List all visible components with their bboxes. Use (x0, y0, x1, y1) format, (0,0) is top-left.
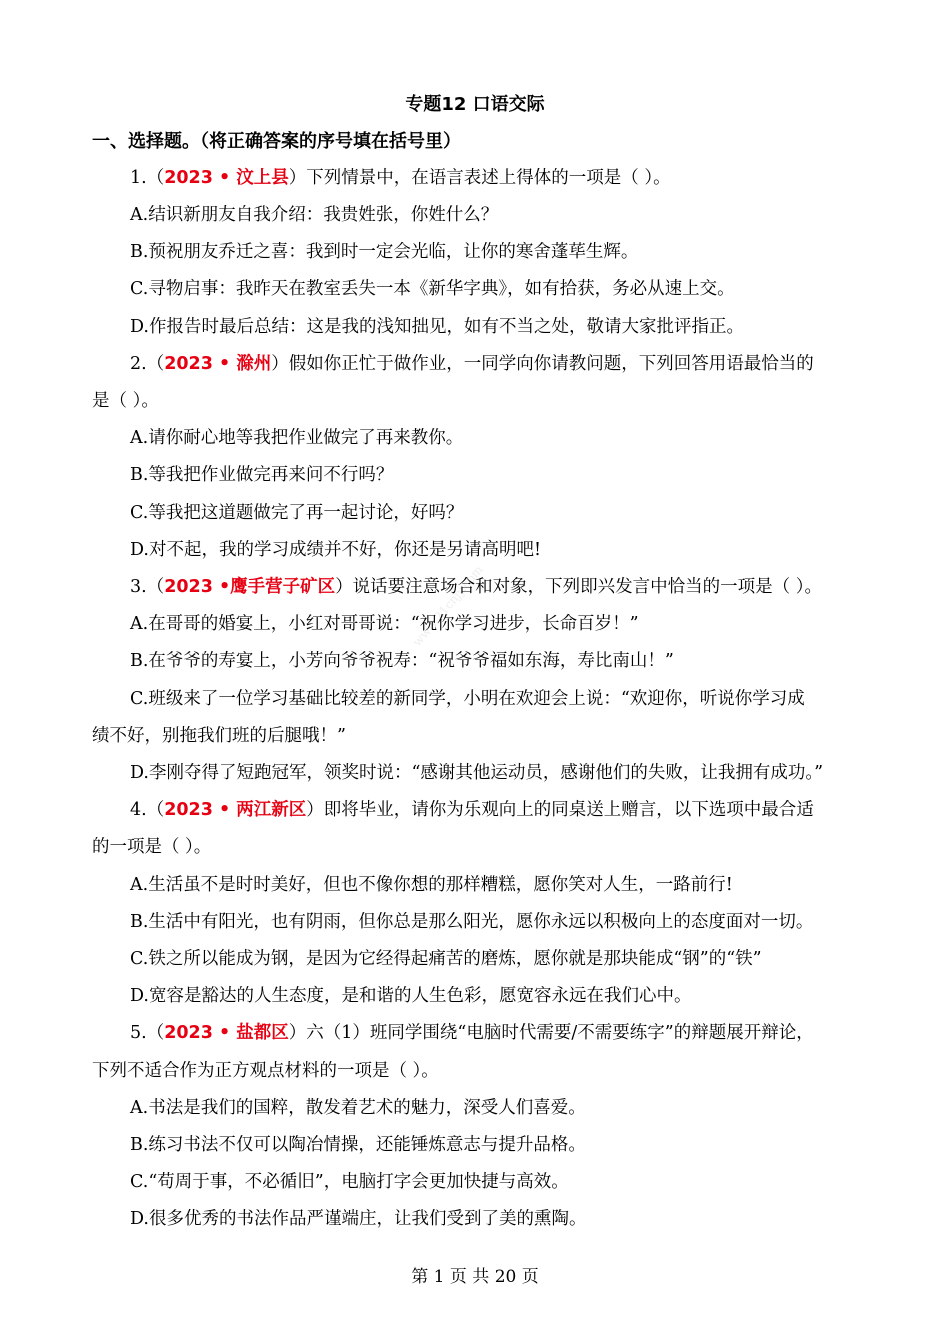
question-3-stem: 3.（2023 •鹰手营子矿区）说话要注意场合和对象，下列即兴发言中恰当的一项是（ ）。 (130, 577, 822, 597)
question-3-source: 2023 •鹰手营子矿区 (164, 577, 336, 597)
question-3-option-c: C.班级来了一位学习基础比较差的新同学，小明在欢迎会上说：“欢迎你，听说你学习成 (130, 689, 805, 709)
question-2-option-c: C.等我把这道题做完了再一起讨论，好吗？ (130, 503, 464, 523)
question-5-stem-cont: 下列不适合作为正方观点材料的一项是（ ）。 (92, 1061, 439, 1081)
question-2-option-b: B.等我把作业做完再来问不行吗？ (130, 465, 394, 485)
question-4-stem: 4.（2023 • 两江新区）即将毕业，请你为乐观向上的同桌送上赠言，以下选项中最合适 (130, 800, 814, 820)
page-footer: 第 1 页 共 20 页 (411, 1267, 539, 1287)
question-4-option-d: D.宽容是豁达的人生态度，是和谐的人生色彩，愿宽容永远在我们心中。 (130, 986, 692, 1006)
question-3-option-b: B.在爷爷的寿宴上，小芳向爷爷祝寿：“祝爷爷福如东海，寿比南山！” (130, 651, 674, 671)
question-5-option-b: B.练习书法不仅可以陶冶情操，还能锤炼意志与提升品格。 (130, 1135, 586, 1155)
question-5-option-a: A.书法是我们的国粹，散发着艺术的魅力，深受人们喜爱。 (130, 1098, 586, 1118)
question-1-option-a: A.结识新朋友自我介绍：我贵姓张，你姓什么？ (130, 205, 499, 225)
question-5-source: 2023 • 盐都区 (164, 1023, 289, 1043)
question-2-stem: 2.（2023 • 滁州）假如你正忙于做作业，一同学向你请教问题，下列回答用语最恰当的 (130, 354, 814, 374)
page-title: 专题12 口语交际 (405, 94, 545, 115)
question-5-option-c: C.“苟周于事，不必循旧”，电脑打字会更加快捷与高效。 (130, 1172, 569, 1192)
question-3-option-d: D.李刚夺得了短跑冠军，领奖时说：“感谢其他运动员，感谢他们的失败，让我拥有成功。” (130, 763, 824, 783)
question-1-source: 2023 • 汶上县 (164, 168, 289, 188)
question-1-stem: 1.（2023 • 汶上县）下列情景中，在语言表述上得体的一项是（ ）。 (130, 168, 671, 188)
question-3-option-c-cont: 绩不好，别拖我们班的后腿哦！” (92, 726, 346, 746)
question-4-option-c: C.铁之所以能成为钢，是因为它经得起痛苦的磨炼，愿你就是那块能成“钢”的“铁” (130, 949, 762, 969)
question-1-option-b: B.预祝朋友乔迁之喜：我到时一定会光临，让你的寒舍蓬荜生辉。 (130, 242, 639, 262)
question-2-source: 2023 • 滁州 (164, 354, 272, 374)
question-4-source: 2023 • 两江新区 (164, 800, 307, 820)
section-heading: 一、选择题。（将正确答案的序号填在括号里） (92, 131, 461, 152)
question-5-stem: 5.（2023 • 盐都区）六（1）班同学围绕“电脑时代需要/不需要练字”的辩题展开辩论， (130, 1023, 814, 1043)
question-4-stem-cont: 的一项是（ ）。 (92, 837, 212, 857)
question-1-option-d: D.作报告时最后总结：这是我的浅知拙见，如有不当之处，敬请大家批评指正。 (130, 317, 744, 337)
question-2-option-a: A.请你耐心地等我把作业做完了再来教你。 (130, 428, 464, 448)
question-3-option-a: A.在哥哥的婚宴上，小红对哥哥说：“祝你学习进步，长命百岁！” (130, 614, 639, 634)
watermark: www.21cnjy.com (410, 562, 486, 649)
question-1-option-c: C.寻物启事：我昨天在教室丢失一本《新华字典》，如有拾获，务必从速上交。 (130, 279, 735, 299)
question-4-option-a: A.生活虽不是时时美好，但也不像你想的那样糟糕，愿你笑对人生，一路前行! (130, 875, 733, 895)
question-2-stem-cont: 是（ ）。 (92, 391, 159, 411)
question-5-option-d: D.很多优秀的书法作品严谨端庄，让我们受到了美的熏陶。 (130, 1209, 587, 1229)
question-2-option-d: D.对不起，我的学习成绩并不好，你还是另请高明吧! (130, 540, 542, 560)
question-4-option-b: B.生活中有阳光，也有阴雨，但你总是那么阳光，愿你永远以积极向上的态度面对一切。 (130, 912, 814, 932)
